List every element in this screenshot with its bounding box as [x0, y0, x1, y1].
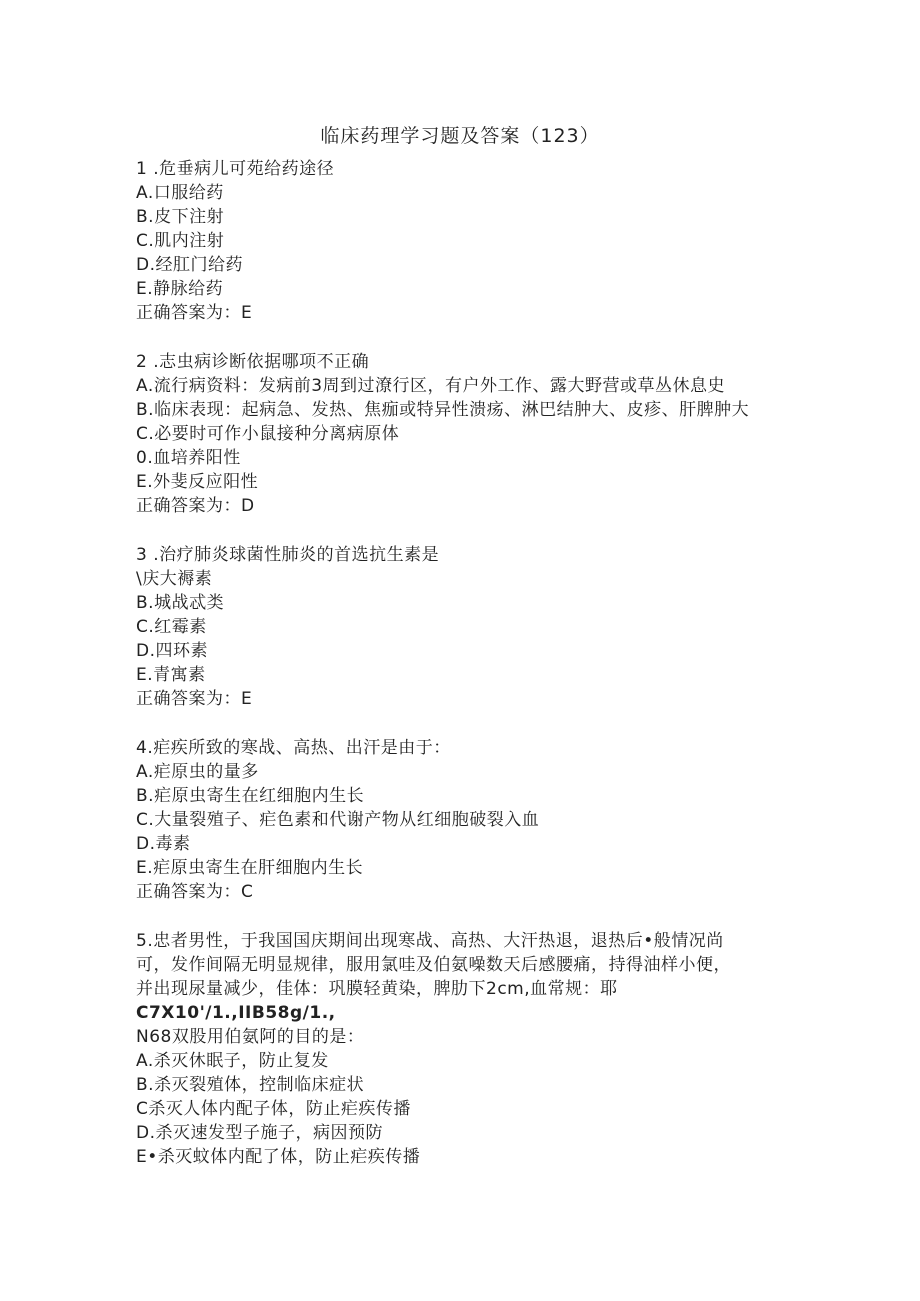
question-5-option-b: B.杀灭裂殖体，控制临床症状: [136, 1075, 365, 1095]
document-title: 临床药理学习题及答案（123）: [320, 125, 600, 147]
question-1-option-a: A.口服给药: [136, 183, 224, 203]
question-5-option-a: A.杀灭休眠子，防止复发: [136, 1051, 329, 1071]
question-3-stem: 3 .治疗肺炎球菌性肺炎的首选抗生素是: [136, 545, 440, 565]
question-4-option-a: A.疟原虫的量多: [136, 762, 259, 782]
question-1-answer: 正确答案为：E: [136, 303, 253, 323]
question-1-option-b: B.皮下注射: [136, 207, 225, 227]
question-2-stem: 2 .志虫病诊断依据哪项不正确: [136, 352, 370, 372]
question-5-stem-line-1: 5.忠者男性，于我国国庆期间出现寒战、高热、大汗热退，退热后•般情况尚: [136, 931, 724, 951]
question-5-option-e: E•杀灭蚊体内配了体，防止疟疾传播: [136, 1147, 421, 1167]
question-4-stem: 4.疟疾所致的寒战、高热、出汗是由于：: [136, 738, 451, 758]
question-2-answer: 正确答案为：D: [136, 496, 255, 516]
question-4-answer: 正确答案为：C: [136, 882, 254, 902]
question-5-stem-line-2: 可，发作间隔无明显规律，服用氯哇及伯氨噪数天后感腰痛，持得油样小便，: [136, 955, 731, 975]
question-4-option-b: B.疟原虫寄生在红细胞内生长: [136, 786, 365, 806]
question-2-option-d: 0.血培养阳性: [136, 448, 241, 468]
question-3-option-e: E.青寓素: [136, 665, 206, 685]
question-4-option-c: C.大量裂殖子、疟色素和代谢产物从红细胞破裂入血: [136, 810, 540, 830]
question-3-answer: 正确答案为：E: [136, 689, 253, 709]
question-3-option-b: B.城战忒类: [136, 593, 225, 613]
question-2-option-a: A.流行病资料：发病前3周到过潦行区，有户外工作、露大野营或草丛休息史: [136, 376, 726, 396]
question-3-option-c: C.红霉素: [136, 617, 207, 637]
question-1-option-d: D.经肛门给药: [136, 255, 243, 275]
question-2-option-e: E.外斐反应阳性: [136, 472, 259, 492]
question-5-stem-line-4: C7X10'/1.,IIB58g/1.,: [136, 1003, 336, 1023]
question-5-stem-line-5: N68双股用伯氨阿的目的是：: [136, 1027, 365, 1047]
question-2-option-b: B.临床表现：起病急、发热、焦痂或特异性溃疡、淋巴结肿大、皮疹、肝脾肿大: [136, 400, 750, 420]
question-1-option-e: E.静脉给药: [136, 279, 224, 299]
question-1-stem: 1 .危垂病儿可苑给药途径: [136, 159, 335, 179]
question-5-option-d: D.杀灭速发型子施子，病因预防: [136, 1123, 383, 1143]
question-1-option-c: C.肌内注射: [136, 231, 225, 251]
question-5-stem-line-3: 并出现尿量减少，佳体：巩膜轻黄染，脾肋下2cm,血常规：耶: [136, 979, 618, 999]
question-4-option-e: E.疟原虫寄生在肝细胞内生长: [136, 858, 364, 878]
question-3-option-d: D.四环素: [136, 641, 208, 661]
question-4-option-d: D.毒素: [136, 834, 191, 854]
question-2-option-c: C.必要时可作小鼠接种分离病原体: [136, 424, 400, 444]
question-5-option-c: C杀灭人体内配子体，防止疟疾传播: [136, 1099, 411, 1119]
question-3-option-a: \庆大褥素: [136, 569, 213, 589]
